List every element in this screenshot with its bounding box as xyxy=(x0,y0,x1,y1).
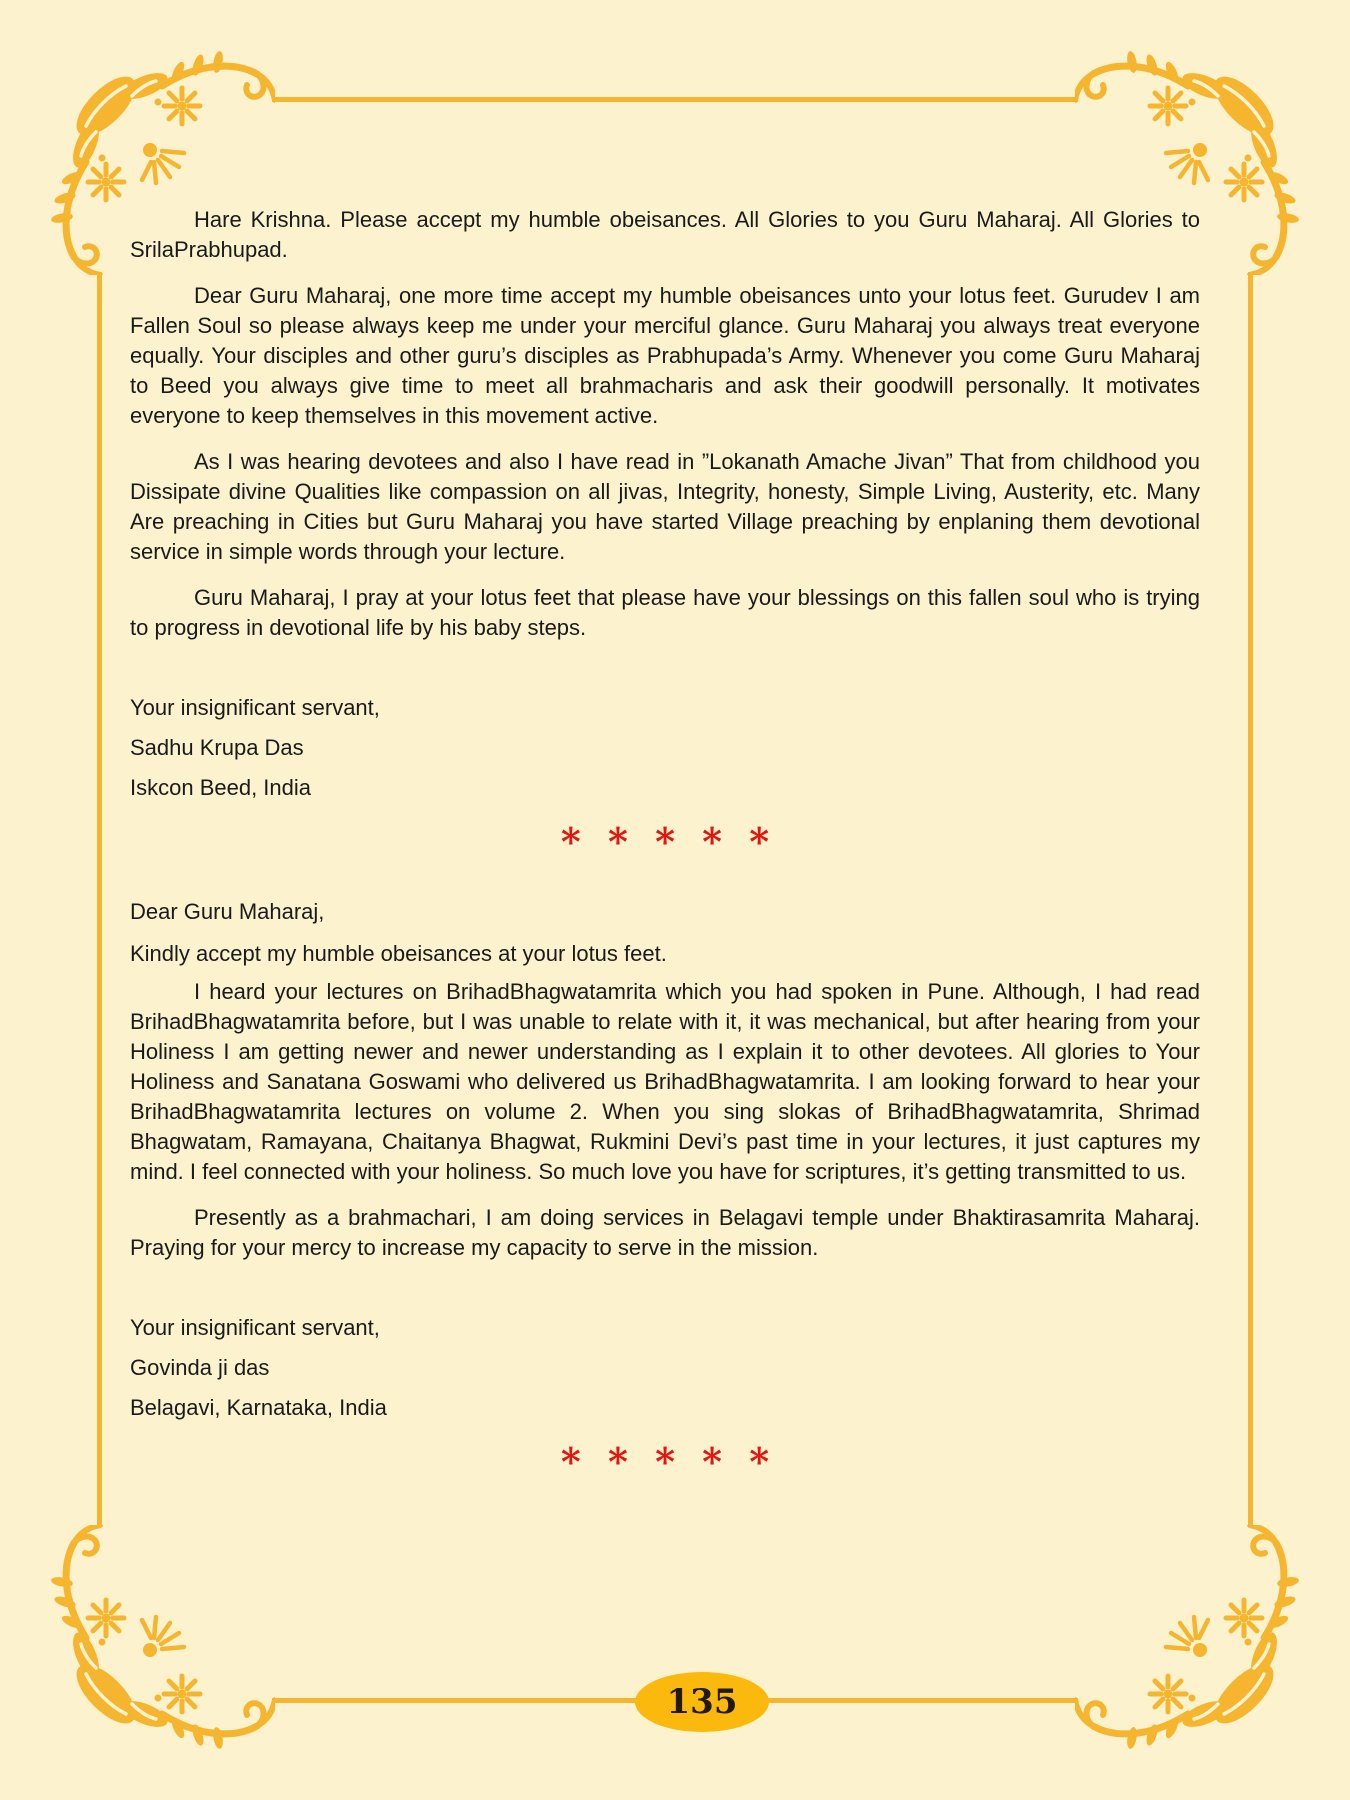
letter2-salutation: Dear Guru Maharaj, xyxy=(130,899,325,924)
page-number: 135 xyxy=(666,1682,738,1722)
letter2-location: Belagavi, Karnataka, India xyxy=(130,1395,387,1420)
page-content xyxy=(130,205,1200,1517)
page-number-badge xyxy=(635,1672,769,1732)
letter-2 xyxy=(130,897,1200,1423)
letter1-location: Iskcon Beed, India xyxy=(130,775,312,800)
star-divider-glyphs: * * * * * xyxy=(560,819,770,864)
frame-border-right xyxy=(1248,272,1253,1525)
letter1-para-1: Hare Krishna. Please accept my humble obeisances. All Glories to you Guru Maharaj. All Glories to SrilaPrabhupad. xyxy=(130,207,1200,262)
star-divider-2 xyxy=(130,1433,1200,1484)
star-divider-1 xyxy=(130,813,1200,864)
letter1-closing: Your insignificant servant, xyxy=(130,695,380,720)
frame-border-top xyxy=(272,97,1078,102)
letter-1 xyxy=(130,205,1200,803)
letter1-signature-block xyxy=(130,693,1200,803)
letter1-para-2: Dear Guru Maharaj, one more time accept my humble obeisances unto your lotus feet. Gurudev I am Fallen Soul so please always keep me under your merciful glance. Guru Maharaj you always treat everyone equally. Your disciples and other guru’s disciples as Prabhupada’s Army. Whenever you come Guru Maharaj to Beed you always give time to meet all brahmacharis and ask their goodwill personally. It motivates everyone to keep themselves in this movement active. xyxy=(130,283,1200,428)
letter2-signature-block xyxy=(130,1313,1200,1423)
floral-corner-bottom-left-icon xyxy=(50,1525,275,1750)
letter1-para-3: As I was hearing devotees and also I have read in ”Lokanath Amache Jivan” That from childhood you Dissipate divine Qualities like compassion on all jivas, Integrity, honesty, Simple Living, Austerity, etc. Many Are preaching in Cities but Guru Maharaj you have started Village preaching by enplaning them devotional service in simple words through your lecture. xyxy=(130,449,1200,564)
star-divider-glyphs: * * * * * xyxy=(560,1439,770,1484)
frame-border-left xyxy=(97,272,102,1525)
letter2-signer: Govinda ji das xyxy=(130,1355,270,1380)
letter2-para-1: I heard your lectures on BrihadBhagwatamrita which you had spoken in Pune. Although, I had read BrihadBhagwatamrita before, but I was unable to relate with it, it was mechanical, but after hearing from your Holiness I am getting newer and newer understanding as I explain it to other devotees. All glories to Your Holiness and Sanatana Goswami who delivered us BrihadBhagwatamrita. I am looking forward to hear your BrihadBhagwatamrita lectures on volume 2. When you sing slokas of BrihadBhagwatamrita, Shrimad Bhagwatam, Ramayana, Chaitanya Bhagwat, Rukmini Devi’s past time in your lectures, it just captures my mind. I feel connected with your holiness. So much love you have for scriptures, it’s getting transmitted to us. xyxy=(130,979,1200,1184)
floral-corner-bottom-right-icon xyxy=(1075,1525,1300,1750)
letter1-signer: Sadhu Krupa Das xyxy=(130,735,304,760)
letter2-closing: Your insignificant servant, xyxy=(130,1315,380,1340)
letter2-opening-line: Kindly accept my humble obeisances at your lotus feet. xyxy=(130,941,667,966)
letter2-para-2: Presently as a brahmachari, I am doing services in Belagavi temple under Bhaktirasamrita Maharaj. Praying for your mercy to increase my capacity to serve in the mission. xyxy=(130,1205,1200,1260)
letter1-para-4: Guru Maharaj, I pray at your lotus feet that please have your blessings on this fallen soul who is trying to progress in devotional life by his baby steps. xyxy=(130,585,1200,640)
